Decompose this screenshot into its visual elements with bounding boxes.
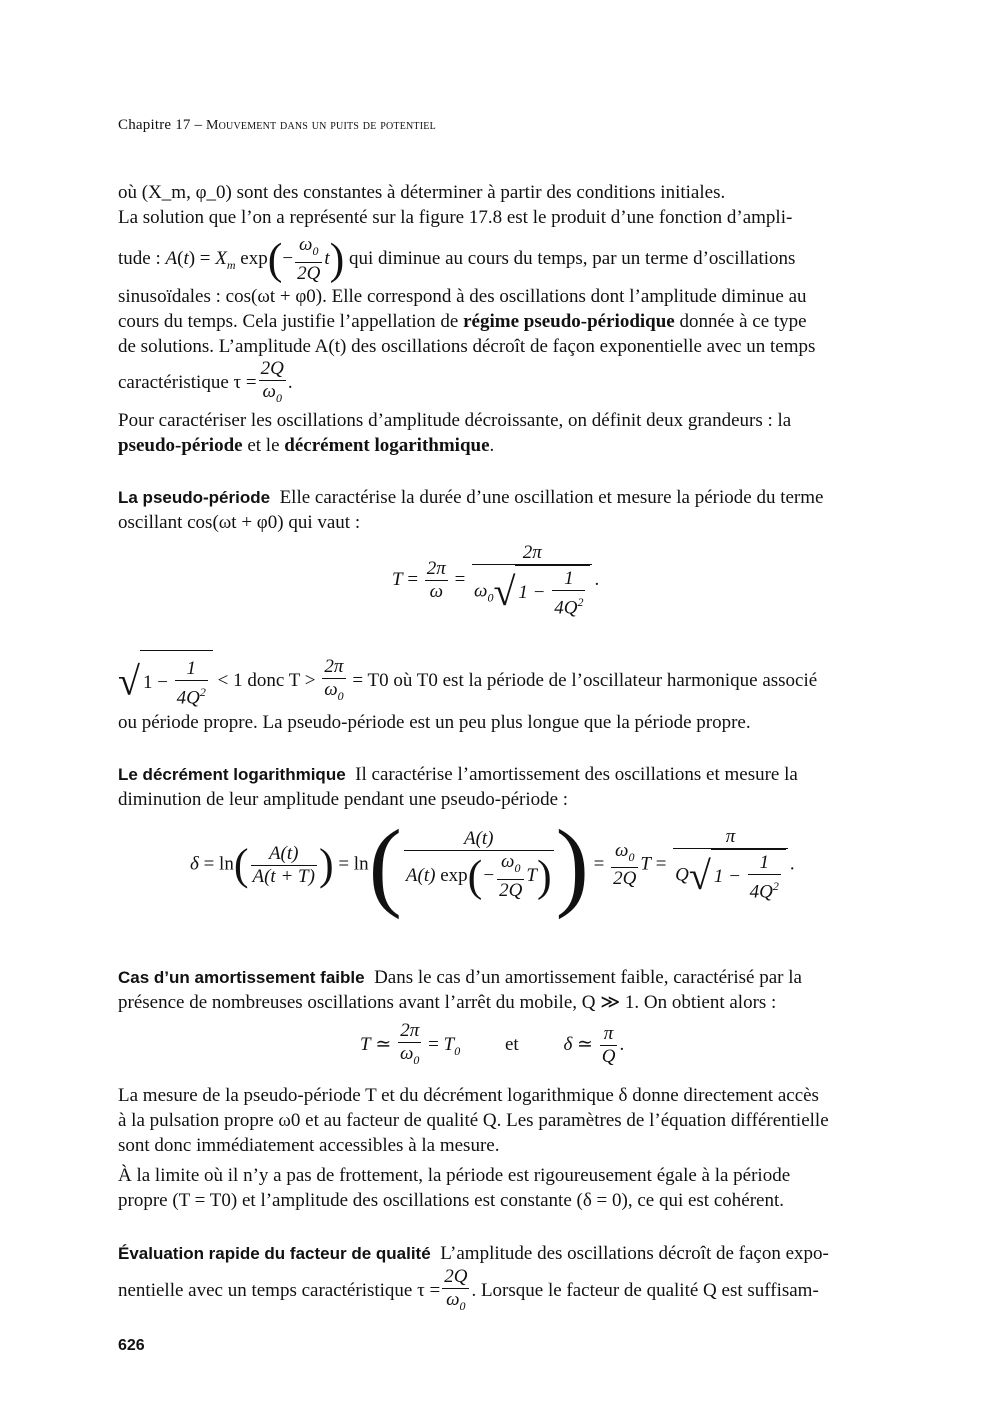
text-line: présence de nombreuses oscillations avant l’arrêt du mobile, Q ≫ 1. On obtient alors : xyxy=(118,992,777,1013)
section-faible xyxy=(118,965,886,1015)
text-span: Elle caractérise la durée d’une oscillation et mesure la période du terme xyxy=(279,487,824,508)
text-line: à la pulsation propre ω0 et au facteur de qualité Q. Les paramètres de l’équation différentielle xyxy=(118,1110,829,1131)
section-title: Cas d’un amortissement faible xyxy=(118,968,365,987)
paragraph-mesure xyxy=(118,1083,886,1158)
paragraph-period-compare xyxy=(118,650,886,713)
text-line: diminution de leur amplitude pendant une pseudo-période : xyxy=(118,789,569,810)
section-title: Le décrément logarithmique xyxy=(118,765,346,784)
text-line xyxy=(118,309,886,334)
formula-amplitude: A xyxy=(165,248,178,269)
text-line: nentielle avec un temps caractéristique τ = $\frac{2Q}{\omega_0}$ . Lorsque le facteur de qualité Q est suffisam- xyxy=(118,1266,819,1314)
text-line: oscillant cos(ωt + φ0) qui vaut : xyxy=(118,512,361,533)
text-span: cours du temps. Cela justifie l’appellation de xyxy=(118,311,464,332)
paragraph-limite xyxy=(118,1163,886,1213)
paragraph-tau xyxy=(118,358,886,409)
section-title: Évaluation rapide du facteur de qualité xyxy=(118,1244,431,1263)
paragraph-period-conclusion xyxy=(118,710,886,735)
text-line: La solution que l’on a représenté sur la figure 17.8 est le produit d’une fonction d’ampli- xyxy=(118,207,793,228)
bold-term: pseudo-période xyxy=(118,435,243,456)
text-span: donnée à ce type xyxy=(674,311,807,332)
paragraph-pseudo xyxy=(118,284,886,359)
text-line xyxy=(118,1241,886,1266)
paragraph-intro xyxy=(118,180,886,230)
bold-term: décrément logarithmique xyxy=(284,435,490,456)
equation-period: T = $\frac{2\pi}{\omega}$ = 2π $\omega_0√$ 1 − $\frac{1}{4Q^2}$ . xyxy=(392,542,600,619)
text-line: où (X_m, φ_0) sont des constantes à déterminer à partir des conditions initiales. xyxy=(118,182,726,203)
paragraph-grandeurs xyxy=(118,408,886,458)
text-line: tude : $A(t) = X_m$ exp(− $\frac{\omega_0}{2Q}$ t) qui diminue au cours du temps, par un terme d’oscillations xyxy=(118,234,796,285)
text-span: Il caractérise l’amortissement des oscillations et mesure la xyxy=(355,764,798,785)
text-line xyxy=(118,762,886,787)
equation-decrement: δ = ln( $\frac{A(t)}{A(t + T)}$ ) = ln( A(t) A(t) exp(− $\frac{\omega_0}{2Q}$ T) ) = $\frac{\omega_0}{2Q}$ T = π Q√ 1 − $\frac{1}{4Q^2}$ . xyxy=(190,809,795,920)
section-decrement xyxy=(118,762,886,812)
text-line xyxy=(118,965,886,990)
text-span: qui diminue au cours du temps, par un terme d’oscillations xyxy=(344,248,796,269)
text-span: caractéristique τ = xyxy=(118,372,257,393)
text-line: ou période propre. La pseudo-période est un peu plus longue que la période propre. xyxy=(118,712,751,733)
bold-term: régime pseudo-périodique xyxy=(463,311,675,332)
text-line: Pour caractériser les oscillations d’amplitude décroissante, on définit deux grandeurs : la xyxy=(118,410,792,431)
text-span: Dans le cas d’un amortissement faible, caractérisé par la xyxy=(374,967,802,988)
chapter-label: Chapitre 17 – xyxy=(118,117,203,133)
text-line: caractéristique τ = $\frac{2Q}{\omega_0}$ . xyxy=(118,358,293,406)
chapter-title: Mouvement dans un puits de potentiel xyxy=(205,118,436,133)
section-pseudo-periode xyxy=(118,485,886,535)
text-span: L’amplitude des oscillations décroît de façon expo- xyxy=(440,1243,829,1264)
text-span: < 1 donc T > xyxy=(217,669,316,691)
text-span: tude : xyxy=(118,248,166,269)
text-line: propre (T = T0) et l’amplitude des oscillations est constante (δ = 0), ce qui est cohérent. xyxy=(118,1190,784,1211)
text-line: sont donc immédiatement accessibles à la mesure. xyxy=(118,1135,500,1156)
text-span: nentielle avec un temps caractéristique τ = xyxy=(118,1280,441,1301)
paragraph-amplitude xyxy=(118,234,886,290)
text-line: La mesure de la pseudo-période T et du décrément logarithmique δ donne directement accès xyxy=(118,1085,819,1106)
running-header xyxy=(118,117,436,134)
text-span: = T0 où T0 est la période de l’oscillateur harmonique associé xyxy=(352,669,818,691)
text-line: √ 1 − $\frac{1}{4Q^2}$ < 1 donc T > $\frac{2\pi}{\omega_0}$ = T0 où T0 est la période de l’oscillateur harmonique associé xyxy=(118,650,886,713)
text-line: pseudo-période et le décrément logarithmique. xyxy=(118,435,495,456)
section-title: La pseudo-période xyxy=(118,488,271,507)
text-line: À la limite où il n’y a pas de frottement, la période est rigoureusement égale à la période xyxy=(118,1165,791,1186)
text-line xyxy=(118,485,886,510)
section-evaluation xyxy=(118,1241,886,1317)
text-line: de solutions. L’amplitude A(t) des oscillations décroît de façon exponentielle avec un temps xyxy=(118,336,816,357)
text-span: et xyxy=(504,1033,519,1055)
page-number: 626 xyxy=(118,1337,145,1354)
text-span: et le xyxy=(242,435,285,456)
text-line: sinusoïdales : cos(ωt + φ0). Elle correspond à des oscillations dont l’amplitude diminue au xyxy=(118,286,807,307)
equation-approx: T ≃ $\frac{2\pi}{\omega_0}$ = $T_0$ et δ ≃ $\frac{\pi}{Q}$ . xyxy=(360,1020,625,1067)
text-span: . Lorsque le facteur de qualité Q est suffisam- xyxy=(471,1280,819,1301)
